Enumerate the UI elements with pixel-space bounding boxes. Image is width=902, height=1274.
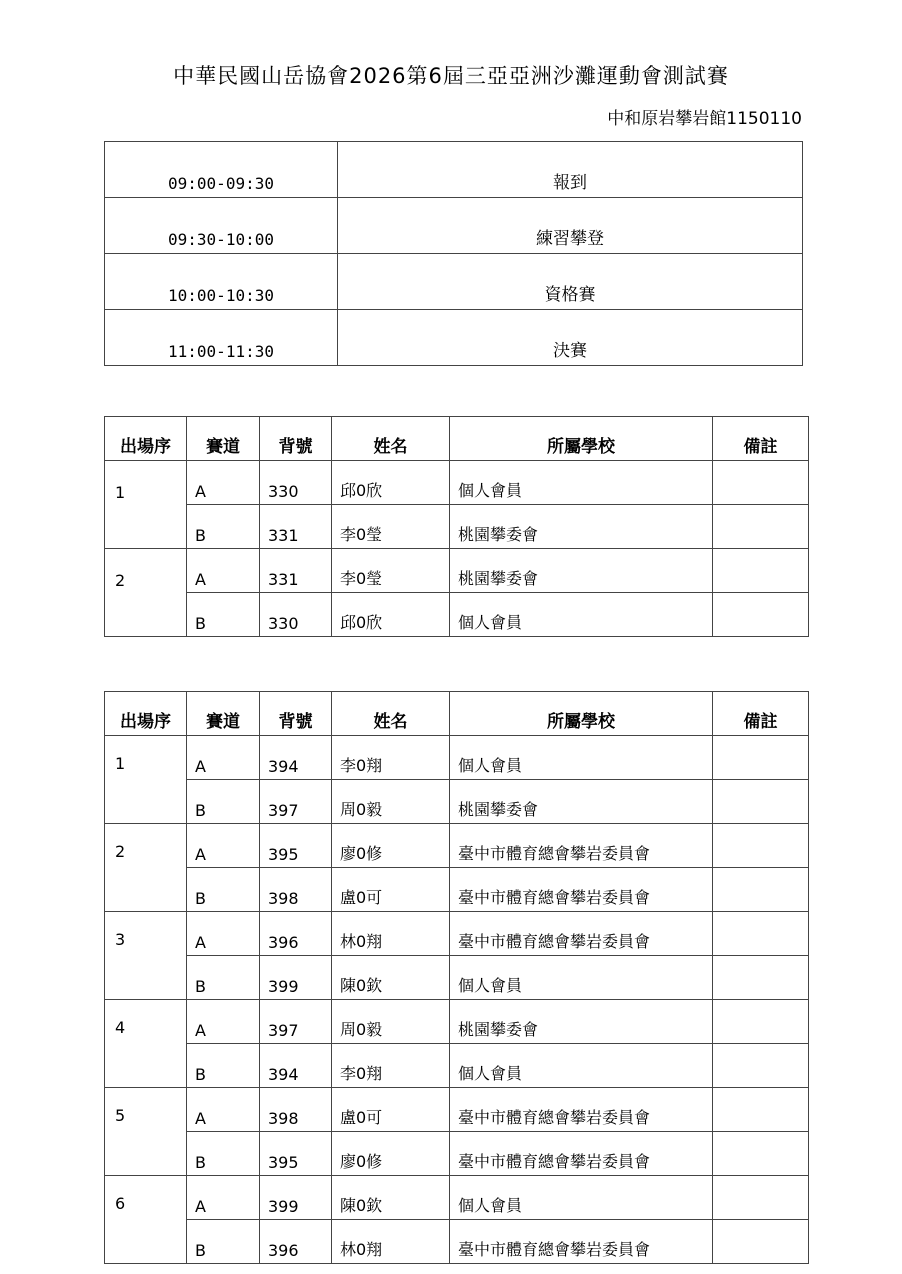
name-cell: 林0翔 [332,1220,450,1264]
heat-table-2 [104,691,809,1264]
note-cell [713,461,809,505]
order-cell: 3 [105,912,187,1000]
schedule-row [105,142,803,198]
note-cell [713,549,809,593]
schedule-row [105,254,803,310]
name-cell: 周0毅 [332,1000,450,1044]
header-order: 出場序 [105,692,187,736]
lane-cell: B [187,956,260,1000]
header-name: 姓名 [332,417,450,461]
bib-cell: 330 [260,593,332,637]
bib-cell: 394 [260,736,332,780]
table-row [105,1220,809,1264]
school-cell: 桃園攀委會 [450,780,713,824]
name-cell: 邱0欣 [332,593,450,637]
lane-cell: A [187,736,260,780]
bib-cell: 395 [260,1132,332,1176]
order-cell: 2 [105,549,187,637]
name-cell: 廖0修 [332,1132,450,1176]
schedule-time: 11:00-11:30 [105,310,338,366]
header-note: 備註 [713,692,809,736]
school-cell: 臺中市體育總會攀岩委員會 [450,912,713,956]
schedule-time: 10:00-10:30 [105,254,338,310]
heat-header-row [105,417,809,461]
name-cell: 廖0修 [332,824,450,868]
lane-cell: A [187,1088,260,1132]
header-bib: 背號 [260,692,332,736]
note-cell [713,593,809,637]
school-cell: 個人會員 [450,736,713,780]
table-row [105,912,809,956]
lane-cell: A [187,1176,260,1220]
name-cell: 林0翔 [332,912,450,956]
bib-cell: 396 [260,912,332,956]
table-row [105,549,809,593]
table-row [105,1132,809,1176]
school-cell: 個人會員 [450,1176,713,1220]
note-cell [713,1220,809,1264]
school-cell: 個人會員 [450,461,713,505]
order-cell: 5 [105,1088,187,1176]
bib-cell: 399 [260,1176,332,1220]
lane-cell: A [187,912,260,956]
lane-cell: B [187,780,260,824]
school-cell: 臺中市體育總會攀岩委員會 [450,1132,713,1176]
name-cell: 陳0欽 [332,1176,450,1220]
header-note: 備註 [713,417,809,461]
school-cell: 臺中市體育總會攀岩委員會 [450,1220,713,1264]
lane-cell: B [187,1044,260,1088]
bib-cell: 397 [260,780,332,824]
document-subtitle: 中和原岩攀岩館1150110 [607,109,802,129]
school-cell: 個人會員 [450,1044,713,1088]
schedule-event: 報到 [338,142,803,198]
lane-cell: A [187,1000,260,1044]
bib-cell: 396 [260,1220,332,1264]
lane-cell: B [187,1132,260,1176]
table-row [105,505,809,549]
header-school: 所屬學校 [450,692,713,736]
name-cell: 李0翔 [332,1044,450,1088]
order-cell: 6 [105,1176,187,1264]
note-cell [713,824,809,868]
header-lane: 賽道 [187,692,260,736]
note-cell [713,1000,809,1044]
lane-cell: B [187,1220,260,1264]
table-row [105,1044,809,1088]
schedule-table [104,141,803,366]
bib-cell: 330 [260,461,332,505]
schedule-time: 09:30-10:00 [105,198,338,254]
table-row [105,824,809,868]
header-school: 所屬學校 [450,417,713,461]
lane-cell: A [187,824,260,868]
header-bib: 背號 [260,417,332,461]
school-cell: 桃園攀委會 [450,1000,713,1044]
table-row [105,956,809,1000]
header-name: 姓名 [332,692,450,736]
name-cell: 陳0欽 [332,956,450,1000]
table-row [105,868,809,912]
school-cell: 桃園攀委會 [450,549,713,593]
bib-cell: 397 [260,1000,332,1044]
schedule-event: 資格賽 [338,254,803,310]
note-cell [713,1176,809,1220]
school-cell: 個人會員 [450,593,713,637]
bib-cell: 394 [260,1044,332,1088]
schedule-row [105,198,803,254]
note-cell [713,1132,809,1176]
schedule-event: 決賽 [338,310,803,366]
note-cell [713,1044,809,1088]
schedule-time: 09:00-09:30 [105,142,338,198]
order-cell: 2 [105,824,187,912]
name-cell: 李0瑩 [332,505,450,549]
schedule-event: 練習攀登 [338,198,803,254]
bib-cell: 331 [260,549,332,593]
heat-table-1 [104,416,809,637]
lane-cell: B [187,593,260,637]
bib-cell: 398 [260,868,332,912]
bib-cell: 395 [260,824,332,868]
table-row [105,593,809,637]
header-order: 出場序 [105,417,187,461]
order-cell: 1 [105,461,187,549]
name-cell: 邱0欣 [332,461,450,505]
schedule-row [105,310,803,366]
note-cell [713,956,809,1000]
name-cell: 盧0可 [332,1088,450,1132]
bib-cell: 331 [260,505,332,549]
note-cell [713,1088,809,1132]
document-title: 中華民國山岳協會2026第6屆三亞亞洲沙灘運動會測試賽 [173,64,729,88]
heat-header-row [105,692,809,736]
note-cell [713,868,809,912]
school-cell: 臺中市體育總會攀岩委員會 [450,868,713,912]
school-cell: 桃園攀委會 [450,505,713,549]
school-cell: 個人會員 [450,956,713,1000]
table-row [105,1000,809,1044]
note-cell [713,780,809,824]
table-row [105,461,809,505]
school-cell: 臺中市體育總會攀岩委員會 [450,1088,713,1132]
name-cell: 李0瑩 [332,549,450,593]
table-row [105,1176,809,1220]
order-cell: 1 [105,736,187,824]
bib-cell: 398 [260,1088,332,1132]
note-cell [713,736,809,780]
lane-cell: B [187,505,260,549]
name-cell: 李0翔 [332,736,450,780]
header-lane: 賽道 [187,417,260,461]
order-cell: 4 [105,1000,187,1088]
lane-cell: A [187,461,260,505]
lane-cell: A [187,549,260,593]
lane-cell: B [187,868,260,912]
note-cell [713,912,809,956]
table-row [105,736,809,780]
name-cell: 盧0可 [332,868,450,912]
table-row [105,780,809,824]
school-cell: 臺中市體育總會攀岩委員會 [450,824,713,868]
name-cell: 周0毅 [332,780,450,824]
bib-cell: 399 [260,956,332,1000]
table-row [105,1088,809,1132]
note-cell [713,505,809,549]
